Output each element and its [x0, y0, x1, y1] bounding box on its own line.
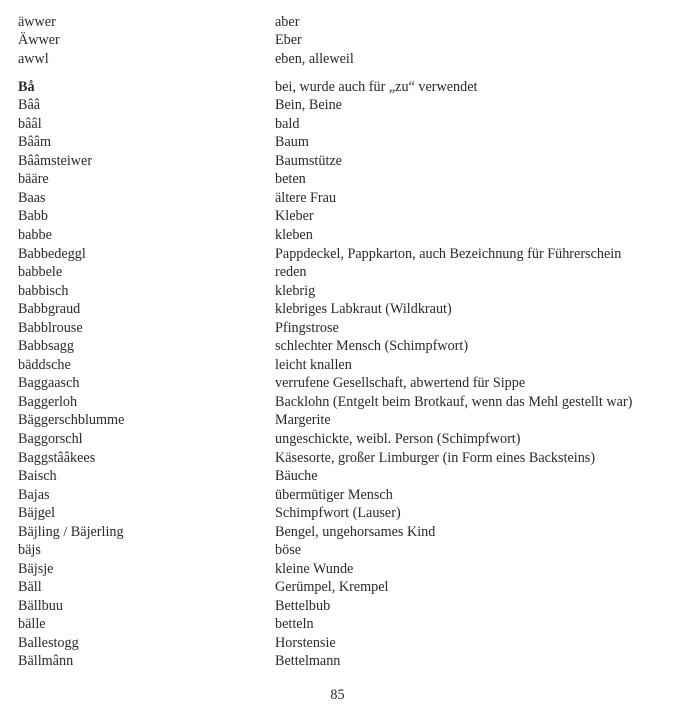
- entry-definition: eben, alleweil: [275, 51, 354, 67]
- entry-definition: aber: [275, 14, 300, 30]
- list-item: [0, 356, 675, 374]
- list-item: [0, 245, 675, 263]
- list-item: [0, 467, 675, 485]
- entry-definition: kleine Wunde: [275, 561, 354, 577]
- list-item: [0, 319, 675, 337]
- list-item: [0, 578, 675, 596]
- entry-term: äwwer: [18, 14, 56, 30]
- list-item: [0, 374, 675, 392]
- entry-term: Baggerloh: [18, 394, 78, 410]
- entry-definition: leicht knallen: [275, 357, 352, 373]
- entry-definition: übermütiger Mensch: [275, 487, 393, 503]
- list-item: [0, 523, 675, 541]
- section-heading: [0, 78, 675, 96]
- list-item: [0, 263, 675, 281]
- entry-term: Bajas: [18, 487, 50, 503]
- list-item: [0, 133, 675, 151]
- list-item: [0, 393, 675, 411]
- list-item: [0, 13, 675, 31]
- entry-definition: reden: [275, 264, 307, 280]
- entry-definition: Eber: [275, 32, 302, 48]
- entry-term: Babb: [18, 208, 48, 224]
- list-item: [0, 449, 675, 467]
- entry-term: Baas: [18, 190, 46, 206]
- entry-term: babbisch: [18, 283, 69, 299]
- heading-term: Bå: [18, 79, 35, 95]
- entry-term: Bäjgel: [18, 505, 56, 521]
- entry-term: bälle: [18, 616, 46, 632]
- page-number: 85: [330, 687, 345, 703]
- list-item: [0, 560, 675, 578]
- entry-definition: Bettelmann: [275, 653, 341, 669]
- entry-definition: beten: [275, 171, 306, 187]
- entry-definition: schlechter Mensch (Schimpfwort): [275, 338, 469, 354]
- entry-term: babbe: [18, 227, 52, 243]
- list-item: [0, 504, 675, 522]
- list-item: [0, 597, 675, 615]
- list-item: [0, 300, 675, 318]
- entry-term: Bäjling / Bäjerling: [18, 524, 124, 540]
- entry-term: Bââmsteiwer: [18, 153, 93, 169]
- entry-term: bääre: [18, 171, 49, 187]
- entry-term: Äwwer: [18, 32, 60, 48]
- list-item: [0, 411, 675, 429]
- entry-term: Babbsagg: [18, 338, 74, 354]
- list-item: [0, 486, 675, 504]
- entry-definition: bald: [275, 116, 300, 132]
- list-item: [0, 115, 675, 133]
- entry-definition: Baum: [275, 134, 309, 150]
- entry-term: Babbedeggl: [18, 246, 86, 262]
- entry-definition: klebriges Labkraut (Wildkraut): [275, 301, 452, 317]
- entry-definition: kleben: [275, 227, 313, 243]
- entry-term: Bäjsje: [18, 561, 54, 577]
- list-item: [0, 31, 675, 49]
- list-item: [0, 207, 675, 225]
- entry-term: awwl: [18, 51, 49, 67]
- entry-term: Baggaasch: [18, 375, 80, 391]
- entry-term: Bââm: [18, 134, 52, 150]
- list-item: [0, 152, 675, 170]
- list-item: [0, 96, 675, 114]
- entry-term: bäddsche: [18, 357, 71, 373]
- list-item: [0, 541, 675, 559]
- entry-term: bäjs: [18, 542, 41, 558]
- list-item: [0, 282, 675, 300]
- entry-term: Baggstââkees: [18, 450, 96, 466]
- entry-definition: klebrig: [275, 283, 316, 299]
- entry-term: bââl: [18, 116, 42, 132]
- entry-term: Babbgraud: [18, 301, 81, 317]
- entry-term: Bââ: [18, 97, 41, 113]
- list-item: [0, 337, 675, 355]
- list-item: [0, 430, 675, 448]
- entry-term: Ballestogg: [18, 635, 79, 651]
- entry-term: Baggorschl: [18, 431, 83, 447]
- list-item: [0, 189, 675, 207]
- list-item: [0, 634, 675, 652]
- entry-term: Bällbuu: [18, 598, 63, 614]
- entry-definition: Gerümpel, Krempel: [275, 579, 389, 595]
- list-item: [0, 226, 675, 244]
- entry-definition: Backlohn (Entgelt beim Brotkauf, wenn das Mehl gestellt war): [275, 394, 633, 410]
- entry-definition: verrufene Gesellschaft, abwertend für Sippe: [275, 375, 526, 391]
- entry-definition: ungeschickte, weibl. Person (Schimpfwort): [275, 431, 521, 447]
- list-item: [0, 50, 675, 68]
- list-item: [0, 170, 675, 188]
- entry-definition: betteln: [275, 616, 314, 632]
- entry-definition: Schimpfwort (Lauser): [275, 505, 401, 521]
- entry-term: Babblrouse: [18, 320, 83, 336]
- entry-term: Bäggerschblumme: [18, 412, 125, 428]
- entry-definition: Käsesorte, großer Limburger (in Form eines Backsteins): [275, 450, 596, 466]
- entry-definition: Pappdeckel, Pappkarton, auch Bezeichnung für Führerschein: [275, 246, 622, 262]
- list-item: [0, 652, 675, 670]
- list-item: [0, 615, 675, 633]
- entry-definition: böse: [275, 542, 302, 558]
- entry-definition: Baumstütze: [275, 153, 342, 169]
- entry-definition: Bettelbub: [275, 598, 331, 614]
- entry-definition: Horstensie: [275, 635, 336, 651]
- entry-term: Bäll: [18, 579, 42, 595]
- heading-definition: bei, wurde auch für „zu“ verwendet: [275, 79, 478, 95]
- entry-definition: Pfingstrose: [275, 320, 339, 336]
- entry-definition: ältere Frau: [275, 190, 337, 206]
- entry-term: babbele: [18, 264, 63, 280]
- entry-definition: Kleber: [275, 208, 314, 224]
- entry-term: Baisch: [18, 468, 57, 484]
- entry-term: Bällmânn: [18, 653, 74, 669]
- entry-definition: Bäuche: [275, 468, 318, 484]
- entry-definition: Margerite: [275, 412, 331, 428]
- entry-definition: Bengel, ungehorsames Kind: [275, 524, 436, 540]
- entry-definition: Bein, Beine: [275, 97, 342, 113]
